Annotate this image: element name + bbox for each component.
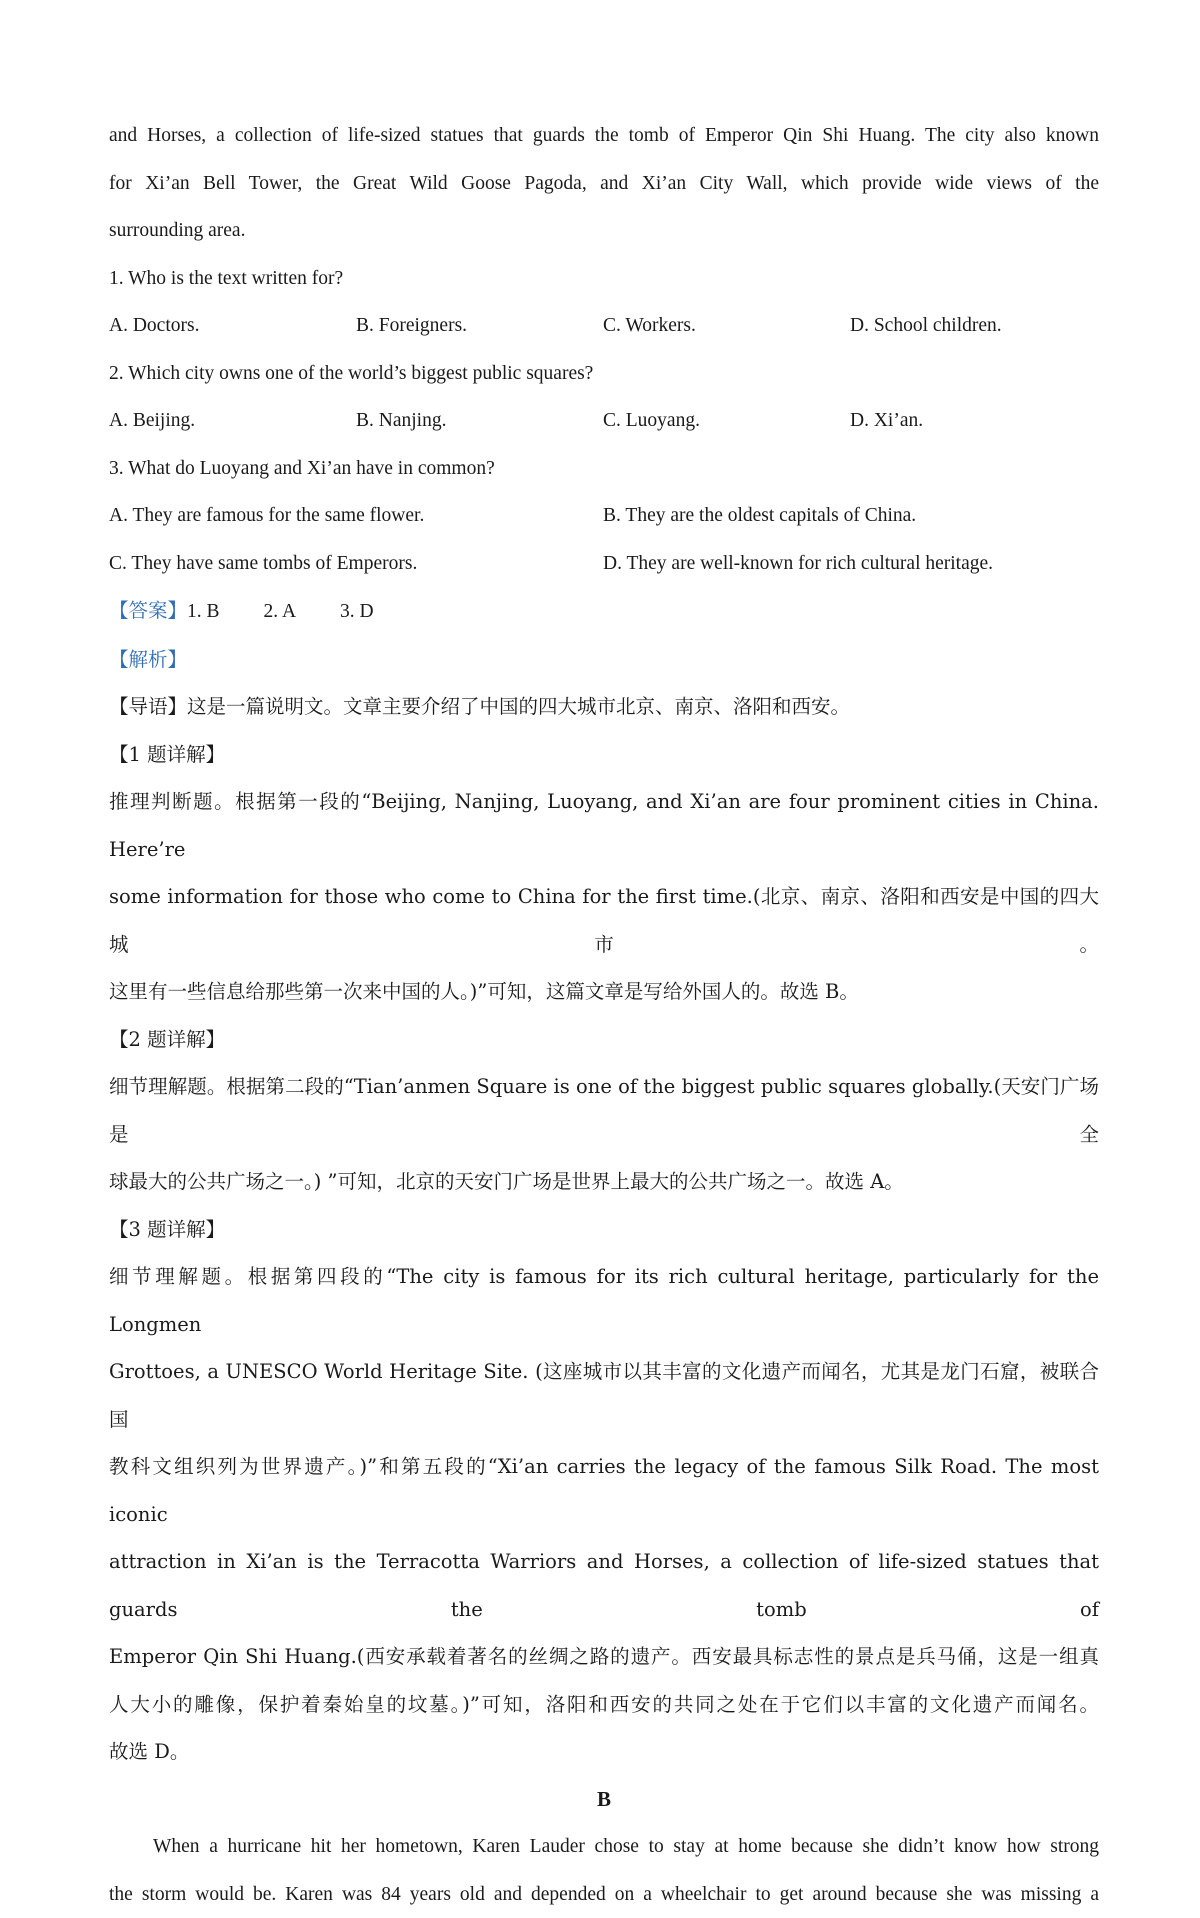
detail-3-line: 细节理解题。根据第四段的“The city is famous for its rich cultural heritage, particularly for the Longmen <box>109 1253 1099 1348</box>
question-2-stem: 2. Which city owns one of the world’s biggest public squares? <box>109 350 1099 398</box>
detail-3-title: 【3 题详解】 <box>109 1206 1099 1254</box>
passage-line: surrounding area. <box>109 207 1099 255</box>
document-page <box>109 112 1099 1918</box>
analysis-label: 【解析】 <box>109 636 1099 684</box>
answer-label: 【答案】 <box>109 599 187 622</box>
detail-3-line: Grottoes, a UNESCO World Heritage Site. (这座城市以其丰富的文化遗产而闻名，尤其是龙门石窟，被联合国 <box>109 1348 1099 1443</box>
detail-3-line: attraction in Xi’an is the Terracotta Warriors and Horses, a collection of life-sized statues that guards the tomb of <box>109 1538 1099 1633</box>
option-c: C. Luoyang. <box>603 397 850 445</box>
option-b: B. Nanjing. <box>356 397 603 445</box>
answer-line <box>109 587 1099 636</box>
passage-line: for Xi’an Bell Tower, the Great Wild Goose Pagoda, and Xi’an City Wall, which provide wide views of the <box>109 160 1099 208</box>
detail-3-line: 故选 D。 <box>109 1728 1099 1776</box>
section-b-line: the storm would be. Karen was 84 years old and depended on a wheelchair to get around because she was missing a <box>109 1871 1099 1918</box>
question-1-options <box>109 302 1099 350</box>
intro-line: 【导语】这是一篇说明文。文章主要介绍了中国的四大城市北京、南京、洛阳和西安。 <box>109 683 1099 731</box>
detail-3-line: 人大小的雕像，保护着秦始皇的坟墓。)”可知，洛阳和西安的共同之处在于它们以丰富的文化遗产而闻名。 <box>109 1681 1099 1729</box>
question-3-options-row-1 <box>109 492 1099 540</box>
option-b: B. Foreigners. <box>356 302 603 350</box>
passage-line: and Horses, a collection of life-sized statues that guards the tomb of Emperor Qin Shi Huang. The city also known <box>109 112 1099 160</box>
option-b: B. They are the oldest capitals of China. <box>603 492 1097 540</box>
detail-1-line: 推理判断题。根据第一段的“Beijing, Nanjing, Luoyang, and Xi’an are four prominent cities in China. Here’re <box>109 778 1099 873</box>
detail-1-line: 这里有一些信息给那些第一次来中国的人。)”可知，这篇文章是写给外国人的。故选 B。 <box>109 968 1099 1016</box>
question-3-stem: 3. What do Luoyang and Xi’an have in common? <box>109 445 1099 493</box>
detail-2-title: 【2 题详解】 <box>109 1016 1099 1064</box>
question-3-options-row-2 <box>109 540 1099 588</box>
option-c: C. Workers. <box>603 302 850 350</box>
question-2-options <box>109 397 1099 445</box>
detail-2-line: 球最大的公共广场之一。) ”可知，北京的天安门广场是世界上最大的公共广场之一。故选 A。 <box>109 1158 1099 1206</box>
detail-2-line: 细节理解题。根据第二段的“Tian’anmen Square is one of the biggest public squares globally.(天安门广场是全 <box>109 1063 1099 1158</box>
detail-1-line: some information for those who come to China for the first time.(北京、南京、洛阳和西安是中国的四大城市。 <box>109 873 1099 968</box>
option-a: A. Doctors. <box>109 302 356 350</box>
section-b-title: B <box>109 1776 1099 1824</box>
option-d: D. Xi’an. <box>850 397 1097 445</box>
question-1-stem: 1. Who is the text written for? <box>109 255 1099 303</box>
detail-3-line: 教科文组织列为世界遗产。)”和第五段的“Xi’an carries the legacy of the famous Silk Road. The most iconic <box>109 1443 1099 1538</box>
answer-2: 2. A <box>264 601 297 622</box>
option-d: D. They are well-known for rich cultural heritage. <box>603 540 1097 588</box>
detail-1-title: 【1 题详解】 <box>109 731 1099 779</box>
answer-3: 3. D <box>340 601 374 622</box>
section-b-line: When a hurricane hit her hometown, Karen Lauder chose to stay at home because she didn’t know how strong <box>109 1823 1099 1871</box>
option-c: C. They have same tombs of Emperors. <box>109 540 603 588</box>
option-a: A. They are famous for the same flower. <box>109 492 603 540</box>
option-d: D. School children. <box>850 302 1097 350</box>
option-a: A. Beijing. <box>109 397 356 445</box>
answer-1: 1. B <box>187 601 220 622</box>
detail-3-line: Emperor Qin Shi Huang.(西安承载着著名的丝绸之路的遗产。西安最具标志性的景点是兵马俑，这是一组真 <box>109 1633 1099 1681</box>
